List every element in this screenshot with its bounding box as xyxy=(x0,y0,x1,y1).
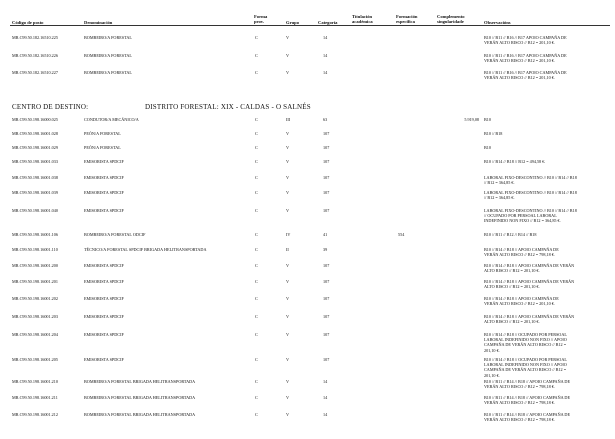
cell-grupo: V xyxy=(286,263,290,268)
cell-forma: C xyxy=(255,263,258,268)
cell-observacions xyxy=(484,412,609,422)
cell-grupo: V xyxy=(286,145,290,150)
cell-categoria: 14 xyxy=(323,395,328,400)
header-forma-line1: Forma xyxy=(254,14,268,19)
cell-code: MR.C99.50.198.16001.028 xyxy=(12,131,58,136)
cell-code: MR.C99.50.198.16001.106 xyxy=(12,232,58,237)
observacions-line: B10 // B11 // B14 // B18 // APOIO CAMPAÑA DE xyxy=(484,395,571,400)
cell-grupo: V xyxy=(286,332,290,337)
cell-observacions xyxy=(484,314,609,324)
cell-categoria: 107 xyxy=(323,263,330,268)
header-observacions: Observacións xyxy=(484,20,511,25)
cell-forma: C xyxy=(255,190,258,195)
cell-observacions xyxy=(484,232,609,237)
cell-observacions xyxy=(484,53,609,63)
observacions-line: 201,10 €. xyxy=(484,347,500,353)
cell-grupo: V xyxy=(286,395,290,400)
observacions-line: B10 // B11 // B14 // B18 // APOIO CAMPAÑA DE xyxy=(484,412,571,417)
table-row xyxy=(0,208,615,228)
header-formacion-line1: Formación xyxy=(396,14,418,19)
cell-code: MR.C99.50.182.16510.227 xyxy=(12,70,58,75)
cell-grupo: V xyxy=(286,70,290,75)
cell-observacions xyxy=(484,279,609,289)
cell-forma: C xyxy=(255,117,258,122)
cell-forma: C xyxy=(255,70,258,75)
observacions-line: CAMPAÑA DE VERÁN ALTO RISCO // B12 = xyxy=(484,367,567,373)
observacions-line: B10 xyxy=(484,117,491,122)
cell-grupo: V xyxy=(286,296,290,301)
cell-code: MR.C99.50.198.16001.040 xyxy=(12,208,58,213)
section-name: DISTRITO FORESTAL: XIX - CALDAS - O SALNÉS xyxy=(145,103,311,111)
cell-observacions xyxy=(484,190,609,200)
section-label: CENTRO DE DESTINO: xyxy=(12,103,89,111)
observacions-line: B10 // B11 // B14 // B18 // APOIO CAMPAÑA DE xyxy=(484,379,571,384)
observacions-line: LABORAL FIXO-DESCONTINO // B10 // B14 // B18 xyxy=(484,190,577,195)
header-divider xyxy=(10,25,610,26)
cell-denominacion: EMISORISTA SPDCIF xyxy=(84,314,124,319)
observacions-line: ALTO RISCO // B12 = 201,10 €. xyxy=(484,268,540,274)
cell-denominacion: PEÓN/A FORESTAL xyxy=(84,131,121,136)
cell-observacions xyxy=(484,208,609,224)
cell-denominacion: EMISORISTA SPDCIF xyxy=(84,159,124,164)
header-titulacion xyxy=(352,14,373,24)
observacions-line: LABORAL FIXO-DESCONTINO // B10 // B14 // B18 xyxy=(484,208,577,213)
cell-categoria: 41 xyxy=(323,232,328,237)
header-complemento xyxy=(437,14,465,24)
observacions-line: B10 xyxy=(484,145,491,150)
cell-code: MR.C99.50.198.16001.202 xyxy=(12,296,58,301)
cell-code: MR.C99.50.182.16510.225 xyxy=(12,35,58,40)
header-formacion xyxy=(396,14,417,24)
cell-observacions xyxy=(484,263,609,273)
cell-denominacion: EMISORISTA SPDCIF xyxy=(84,279,124,284)
cell-forma: C xyxy=(255,412,258,417)
cell-categoria: 14 xyxy=(323,70,328,75)
cell-grupo: V xyxy=(286,314,290,319)
cell-denominacion: TÉCNICO/A FORESTAL SPDCIF BRIGADA HELITRANSPORTADA xyxy=(84,247,207,252)
cell-forma: C xyxy=(255,332,258,337)
cell-code: MR.C99.50.198.16001.205 xyxy=(12,357,58,362)
cell-code: MR.C99.50.198.16001.210 xyxy=(12,379,58,384)
header-categoria: Categoría xyxy=(318,20,338,25)
header-forma-line2: prov. xyxy=(254,19,264,24)
cell-observacions xyxy=(484,395,609,405)
observacions-line: VERÁN ALTO RISCO // B12 = 201,10 €. xyxy=(484,301,555,307)
cell-grupo: V xyxy=(286,357,290,362)
header-denominacion: Denominación xyxy=(84,20,113,25)
observacions-line: LABORAL INDEFINIDO NON FIXO // APOIO xyxy=(484,362,567,368)
cell-grupo: V xyxy=(286,175,290,180)
observacions-line: B10 // B14 // B18 // APOIO CAMPAÑA DE VERÁN xyxy=(484,279,575,284)
cell-categoria: 39 xyxy=(323,247,328,252)
cell-categoria: 14 xyxy=(323,379,328,384)
cell-grupo: III xyxy=(286,117,291,122)
cell-code: MR.C99.50.198.16000.025 xyxy=(12,117,58,122)
cell-categoria: 107 xyxy=(323,332,330,337)
cell-code: MR.C99.50.198.16001.200 xyxy=(12,263,58,268)
cell-denominacion: BOMBEIRO/A FORESTAL ODCIF xyxy=(84,232,146,237)
observacions-line: B10 // B14 // B18 // B12 = 494,58 €. xyxy=(484,159,546,164)
table-row xyxy=(0,296,615,316)
cell-denominacion: PEÓN/A FORESTAL xyxy=(84,145,121,150)
observacions-line: ALTO RISCO // B12 = 201,10 €. xyxy=(484,319,540,325)
cell-grupo: V xyxy=(286,159,290,164)
cell-forma: C xyxy=(255,296,258,301)
cell-categoria: 107 xyxy=(323,208,330,213)
cell-grupo: V xyxy=(286,208,290,213)
cell-forma: C xyxy=(255,53,258,58)
header-forma xyxy=(254,14,267,24)
cell-forma: C xyxy=(255,314,258,319)
cell-denominacion: BOMBEIRO/A FORESTAL xyxy=(84,53,132,58)
cell-categoria: 14 xyxy=(323,412,328,417)
observacions-line: VERÁN ALTO RISCO // B12 = 798,18 €. xyxy=(484,400,555,406)
cell-categoria: 107 xyxy=(323,314,330,319)
cell-denominacion: EMISORISTA SPDCIF xyxy=(84,332,124,337)
cell-forma: C xyxy=(255,175,258,180)
cell-grupo: II xyxy=(286,247,289,252)
cell-denominacion: EMISORISTA SPDCIF xyxy=(84,208,124,213)
header-formacion-line2: específica xyxy=(396,19,415,24)
cell-forma: C xyxy=(255,357,258,362)
cell-code: MR.C99.50.198.16001.038 xyxy=(12,175,58,180)
cell-observacions xyxy=(484,332,609,353)
cell-categoria: 107 xyxy=(323,175,330,180)
observacions-line: B10 // B11 // B16 // B17 APOIO CAMPAÑA DE xyxy=(484,70,567,75)
cell-categoria: 107 xyxy=(323,159,330,164)
cell-forma: C xyxy=(255,159,258,164)
observacions-line: B10 // B11 // B16 // B17 APOIO CAMPAÑA DE xyxy=(484,35,567,40)
cell-categoria: 107 xyxy=(323,190,330,195)
table-row xyxy=(0,35,615,55)
observacions-line: // B12 = 364,85 €. xyxy=(484,195,515,201)
observacions-line: B10 // B14 // B18 // OCUPADO POR PERSOAL xyxy=(484,357,567,362)
table-row xyxy=(0,314,615,334)
header-titulacion-line1: Titulación xyxy=(352,14,373,19)
cell-denominacion: EMISORISTA SPDCIF xyxy=(84,357,124,362)
cell-denominacion: BOMBEIRO/A FORESTAL BRIGADA HELITRANSPORTADA xyxy=(84,412,196,417)
header-codigo: Código de posto xyxy=(12,20,44,25)
cell-denominacion: BOMBEIRO/A FORESTAL BRIGADA HELITRANSPORTADA xyxy=(84,395,196,400)
cell-categoria: 107 xyxy=(323,145,330,150)
cell-forma: C xyxy=(255,379,258,384)
cell-forma: C xyxy=(255,232,258,237)
cell-categoria: 107 xyxy=(323,296,330,301)
table-row xyxy=(0,70,615,90)
cell-grupo: IV xyxy=(286,232,291,237)
cell-forma: C xyxy=(255,395,258,400)
cell-grupo: V xyxy=(286,53,290,58)
observacions-line: ALTO RISCO // B12 = 201,10 €. xyxy=(484,284,540,290)
observacions-line: B10 // B18 xyxy=(484,131,503,136)
cell-code: MR.C99.50.198.16001.203 xyxy=(12,314,58,319)
cell-denominacion: BOMBEIRO/A FORESTAL xyxy=(84,70,132,75)
observacions-line: B10 // B14 // B18 // APOIO CAMPAÑA DE xyxy=(484,296,559,301)
cell-observacions xyxy=(484,145,609,150)
cell-observacions xyxy=(484,357,609,378)
observacions-line: 201,10 €. xyxy=(484,372,500,378)
cell-observacions xyxy=(484,175,609,185)
cell-code: MR.C99.50.198.16001.033 xyxy=(12,159,58,164)
cell-grupo: V xyxy=(286,190,290,195)
cell-denominacion: EMISORISTA SPDCIF xyxy=(84,190,124,195)
cell-categoria: 107 xyxy=(323,279,330,284)
table-row xyxy=(0,357,615,377)
cell-observacions xyxy=(484,247,609,257)
cell-forma: C xyxy=(255,279,258,284)
cell-denominacion: BOMBEIRO/A FORESTAL BRIGADA HELITRANSPORTADA xyxy=(84,379,196,384)
table-row xyxy=(0,412,615,432)
cell-formacion: 554 xyxy=(398,232,405,237)
cell-observacions xyxy=(484,117,609,122)
observacions-line: VERÁN ALTO RISCO // B12 = 798,18 €. xyxy=(484,417,555,423)
cell-observacions xyxy=(484,70,609,80)
observacions-line: CAMPAÑA DE VERÁN ALTO RISCO // B12 = xyxy=(484,342,567,348)
cell-forma: C xyxy=(255,208,258,213)
cell-code: MR.C99.50.182.16510.226 xyxy=(12,53,58,58)
observacions-line: // B12 = 364,85 €. xyxy=(484,180,515,186)
cell-code: MR.C99.50.198.16001.204 xyxy=(12,332,58,337)
observacions-line: VERÁN ALTO RISCO // B12 = 201,10 €. xyxy=(484,40,555,46)
header-titulacion-line2: académica xyxy=(352,19,373,24)
cell-code: MR.C99.50.198.16001.029 xyxy=(12,145,58,150)
cell-categoria: 107 xyxy=(323,131,330,136)
cell-denominacion: BOMBEIRO/A FORESTAL xyxy=(84,35,132,40)
observacions-line: LABORAL INDEFINIDO NON FIXO // APOIO xyxy=(484,337,567,343)
observacions-line: B10 // B14 // B18 // APOIO CAMPAÑA DE VERÁN xyxy=(484,263,575,268)
observacions-line: // OCUPADO POR PERSOAL LABORAL xyxy=(484,213,557,219)
cell-categoria: 14 xyxy=(323,35,328,40)
cell-code: MR.C99.50.198.16001.110 xyxy=(12,247,58,252)
cell-code: MR.C99.50.198.16001.211 xyxy=(12,395,58,400)
cell-complemento: 5.919,08 xyxy=(464,117,479,122)
table-row xyxy=(0,190,615,210)
cell-categoria: 14 xyxy=(323,53,328,58)
observacions-line: B10 // B14 // B18 // OCUPADO POR PERSOAL xyxy=(484,332,567,337)
cell-grupo: V xyxy=(286,35,290,40)
cell-categoria: 107 xyxy=(323,357,330,362)
header-grupo: Grupo xyxy=(286,20,300,25)
cell-grupo: V xyxy=(286,279,290,284)
cell-forma: C xyxy=(255,145,258,150)
observacions-line: B10 // B14 // B18 // APOIO CAMPAÑA DE xyxy=(484,247,559,252)
header-complemento-line1: Complemento xyxy=(437,14,465,19)
observacions-line: B10 // B11 // B12 // B14 // B18 xyxy=(484,232,537,237)
observacions-line: VERÁN ALTO RISCO // B12 = 798,18 €. xyxy=(484,384,555,390)
observacions-line: INDEFINIDO NON FIXO // B12 = 364,85 €. xyxy=(484,218,561,224)
cell-forma: C xyxy=(255,247,258,252)
observacions-line: B10 // B11 // B16 // B17 APOIO CAMPAÑA DE xyxy=(484,53,567,58)
cell-forma: C xyxy=(255,35,258,40)
cell-observacions xyxy=(484,159,609,164)
cell-grupo: V xyxy=(286,412,290,417)
observacions-line: VERÁN ALTO RISCO // B12 = 798,18 €. xyxy=(484,252,555,258)
header-complemento-line2: singularidade xyxy=(437,19,464,24)
cell-observacions xyxy=(484,296,609,306)
observacions-line: VERÁN ALTO RISCO // B12 = 201,10 €. xyxy=(484,58,555,64)
cell-denominacion: EMISORISTA SPDCIF xyxy=(84,263,124,268)
observacions-line: VERÁN ALTO RISCO // B12 = 201,10 €. xyxy=(484,75,555,81)
cell-observacions xyxy=(484,35,609,45)
cell-code: MR.C99.50.198.16001.039 xyxy=(12,190,58,195)
cell-denominacion: EMISORISTA SPDCIF xyxy=(84,296,124,301)
observacions-line: LABORAL FIXO-DESCONTINO // B10 // B14 // B18 xyxy=(484,175,577,180)
table-row xyxy=(0,332,615,352)
cell-denominacion: EMISORISTA SPDCIF xyxy=(84,175,124,180)
cell-forma: C xyxy=(255,131,258,136)
cell-grupo: V xyxy=(286,131,290,136)
cell-observacions xyxy=(484,131,609,136)
observacions-line: B10 // B14 // B18 // APOIO CAMPAÑA DE VERÁN xyxy=(484,314,575,319)
cell-grupo: V xyxy=(286,379,290,384)
cell-categoria: 63 xyxy=(323,117,328,122)
cell-observacions xyxy=(484,379,609,389)
cell-code: MR.C99.50.198.16001.201 xyxy=(12,279,58,284)
cell-code: MR.C99.50.198.16001.212 xyxy=(12,412,58,417)
cell-denominacion: CONDUTOR/A MECÁNICO/A xyxy=(84,117,139,122)
